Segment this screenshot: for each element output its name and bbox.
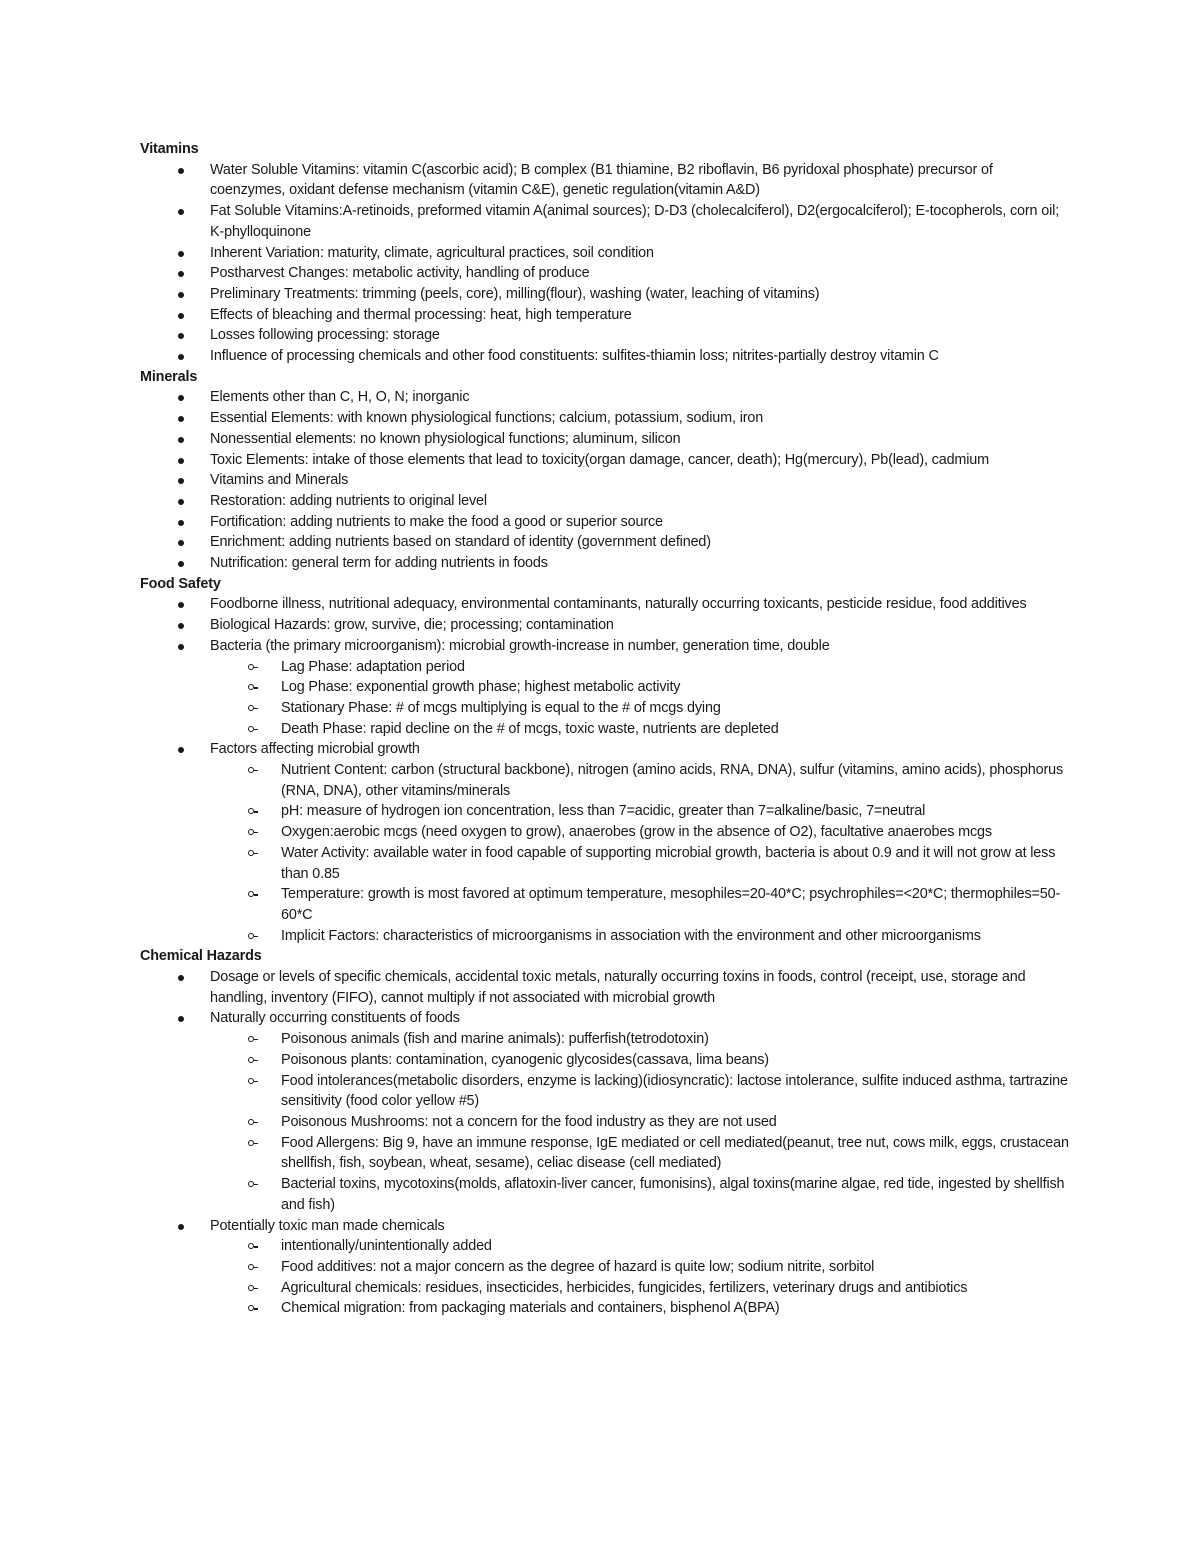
hollow-bullet-icon bbox=[248, 705, 254, 711]
sub-list-item bbox=[210, 1257, 1070, 1278]
list-item bbox=[140, 346, 1070, 367]
bullet-list bbox=[140, 594, 1070, 946]
sub-list-item bbox=[210, 1112, 1070, 1133]
filled-bullet-icon bbox=[178, 561, 184, 567]
sub-list-item bbox=[210, 1174, 1070, 1215]
sub-list-item-text: Water Activity: available water in food capable of supporting microbial growth, bacteria is about 0.9 and it will not grow at less than 0.85 bbox=[281, 844, 1056, 882]
filled-bullet-icon bbox=[178, 354, 184, 360]
sub-list-item-text: Food additives: not a major concern as the degree of hazard is quite low; sodium nitrite, sorbitol bbox=[281, 1258, 875, 1275]
list-item-text: Dosage or levels of specific chemicals, accidental toxic metals, naturally occurring toxins in foods, control (receipt, use, storage and handling, inventory (FIFO), cannot multiply if not associated with microbial growth bbox=[210, 969, 1026, 1006]
hollow-bullet-icon bbox=[248, 1078, 254, 1084]
list-item-text: Potentially toxic man made chemicals bbox=[210, 1217, 445, 1234]
filled-bullet-icon bbox=[178, 623, 184, 629]
list-item-text: Enrichment: adding nutrients based on standard of identity (government defined) bbox=[210, 534, 711, 551]
list-item-text: Vitamins and Minerals bbox=[210, 472, 349, 489]
list-item bbox=[140, 325, 1070, 346]
sub-list-item-text: Implicit Factors: characteristics of microorganisms in association with the environment and other microorganisms bbox=[281, 927, 981, 944]
list-item bbox=[140, 305, 1070, 326]
bullet-list bbox=[140, 387, 1070, 573]
sub-list-item bbox=[210, 822, 1070, 843]
hollow-bullet-icon bbox=[248, 850, 254, 856]
hollow-bullet-icon bbox=[248, 684, 254, 690]
list-item bbox=[140, 615, 1070, 636]
hollow-bullet-icon bbox=[248, 1264, 254, 1270]
filled-bullet-icon bbox=[178, 313, 184, 319]
list-item bbox=[140, 739, 1070, 946]
hollow-bullet-icon bbox=[248, 891, 254, 897]
list-item bbox=[140, 512, 1070, 533]
hollow-bullet-icon bbox=[248, 664, 254, 670]
sub-list-item bbox=[210, 719, 1070, 740]
filled-bullet-icon bbox=[178, 499, 184, 505]
list-item-text: Preliminary Treatments: trimming (peels, core), milling(flour), washing (water, leaching of vitamins) bbox=[210, 285, 820, 302]
sub-list-item bbox=[210, 677, 1070, 698]
document-body bbox=[140, 139, 1070, 1319]
hollow-bullet-icon bbox=[248, 1243, 254, 1249]
sub-list-item bbox=[210, 926, 1070, 947]
sub-bullet-list bbox=[140, 1236, 1070, 1319]
list-item-text: Nonessential elements: no known physiological functions; aluminum, silicon bbox=[210, 430, 681, 447]
hollow-bullet-icon bbox=[248, 1057, 254, 1063]
sub-bullet-list bbox=[140, 657, 1070, 740]
sub-list-item-text: Oxygen:aerobic mcgs (need oxygen to grow), anaerobes (grow in the absence of O2), facultative anaerobes mcgs bbox=[281, 824, 992, 841]
section-heading: Vitamins bbox=[140, 141, 199, 157]
list-item-text: Effects of bleaching and thermal processing: heat, high temperature bbox=[210, 306, 632, 323]
filled-bullet-icon bbox=[178, 168, 184, 174]
list-item-text: Influence of processing chemicals and other food constituents: sulfites-thiamin loss; nitrites-partially destroy vitamin C bbox=[210, 348, 939, 365]
sub-list-item-text: Food Allergens: Big 9, have an immune response, IgE mediated or cell mediated(peanut, tree nut, cows milk, eggs, crustacean shellfish, fish, soybean, wheat, sesame), celiac disease (cell mediated) bbox=[281, 1134, 1069, 1172]
sub-list-item-text: Log Phase: exponential growth phase; highest metabolic activity bbox=[281, 679, 681, 696]
list-item-text: Biological Hazards: grow, survive, die; processing; contamination bbox=[210, 617, 614, 634]
list-item-text: Water Soluble Vitamins: vitamin C(ascorbic acid); B complex (B1 thiamine, B2 riboflavin, B6 pyridoxal phosphate) precursor of coenzymes, oxidant defense mechanism (vitamin C&E), genetic regulation(vitamin A&D) bbox=[210, 161, 993, 199]
sub-list-item-text: Poisonous plants: contamination, cyanogenic glycosides(cassava, lima beans) bbox=[281, 1051, 769, 1068]
hollow-bullet-icon bbox=[248, 1181, 254, 1187]
list-item bbox=[140, 263, 1070, 284]
list-item bbox=[140, 429, 1070, 450]
filled-bullet-icon bbox=[178, 540, 184, 546]
sub-list-item-text: intentionally/unintentionally added bbox=[281, 1238, 492, 1255]
section-heading: Food Safety bbox=[140, 575, 221, 592]
sub-list-item bbox=[210, 657, 1070, 678]
list-item bbox=[140, 491, 1070, 512]
filled-bullet-icon bbox=[178, 395, 184, 401]
section-heading: Minerals bbox=[140, 368, 198, 385]
list-item-text: Inherent Variation: maturity, climate, agricultural practices, soil condition bbox=[210, 244, 654, 261]
sub-list-item-text: Poisonous Mushrooms: not a concern for the food industry as they are not used bbox=[281, 1113, 777, 1130]
filled-bullet-icon bbox=[178, 747, 184, 753]
sub-list-item bbox=[210, 1029, 1070, 1050]
list-item bbox=[140, 553, 1070, 574]
sub-bullet-list bbox=[140, 760, 1070, 946]
sub-list-item bbox=[210, 884, 1070, 925]
filled-bullet-icon bbox=[178, 602, 184, 608]
list-item-text: Essential Elements: with known physiological functions; calcium, potassium, sodium, iron bbox=[210, 410, 764, 427]
list-item-text: Losses following processing: storage bbox=[210, 327, 440, 344]
sub-list-item bbox=[210, 1298, 1070, 1319]
sub-list-item-text: Bacterial toxins, mycotoxins(molds, aflatoxin-liver cancer, fumonisins), algal toxins(marine algae, red tide, ingested by shellfish and fish) bbox=[281, 1176, 1065, 1213]
filled-bullet-icon bbox=[178, 520, 184, 526]
sub-list-item bbox=[210, 698, 1070, 719]
section-heading: Chemical Hazards bbox=[140, 948, 262, 965]
bullet-list bbox=[140, 160, 1070, 367]
sub-list-item-text: Poisonous animals (fish and marine animals): pufferfish(tetrodotoxin) bbox=[281, 1031, 709, 1048]
filled-bullet-icon bbox=[178, 333, 184, 339]
list-item bbox=[140, 450, 1070, 471]
list-item bbox=[140, 470, 1070, 491]
sub-list-item-text: Temperature: growth is most favored at optimum temperature, mesophiles=20-40*C; psychrophiles=<20*C; thermophiles=50-60*C bbox=[281, 886, 1061, 923]
bullet-list bbox=[140, 967, 1070, 1319]
hollow-bullet-icon bbox=[248, 767, 254, 773]
filled-bullet-icon bbox=[178, 1016, 184, 1022]
sub-list-item bbox=[210, 1133, 1070, 1174]
list-item bbox=[140, 160, 1070, 201]
hollow-bullet-icon bbox=[248, 1305, 254, 1311]
list-item bbox=[140, 1008, 1070, 1215]
filled-bullet-icon bbox=[178, 209, 184, 215]
list-item-text: Foodborne illness, nutritional adequacy, environmental contaminants, naturally occurring toxicants, pesticide residue, food additives bbox=[210, 596, 1027, 613]
list-item bbox=[140, 243, 1070, 264]
filled-bullet-icon bbox=[178, 644, 184, 650]
filled-bullet-icon bbox=[178, 437, 184, 443]
list-item-text: Naturally occurring constituents of foods bbox=[210, 1010, 460, 1027]
hollow-bullet-icon bbox=[248, 808, 254, 814]
filled-bullet-icon bbox=[178, 478, 184, 484]
list-item-text: Toxic Elements: intake of those elements that lead to toxicity(organ damage, cancer, death); Hg(mercury), Pb(lead), cadmium bbox=[210, 451, 989, 468]
list-item bbox=[140, 387, 1070, 408]
sub-list-item bbox=[210, 843, 1070, 884]
list-item-text: Elements other than C, H, O, N; inorganic bbox=[210, 389, 470, 406]
list-item bbox=[140, 594, 1070, 615]
sub-bullet-list bbox=[140, 1029, 1070, 1215]
filled-bullet-icon bbox=[178, 416, 184, 422]
filled-bullet-icon bbox=[178, 292, 184, 298]
list-item-text: Fat Soluble Vitamins:A-retinoids, preformed vitamin A(animal sources); D-D3 (cholecalciferol), D2(ergocalciferol); E-tocopherols, corn oil; K-phylloquinone bbox=[210, 203, 1060, 240]
sub-list-item bbox=[210, 801, 1070, 822]
list-item bbox=[140, 636, 1070, 740]
sub-list-item-text: Nutrient Content: carbon (structural backbone), nitrogen (amino acids, RNA, DNA), sulfur (vitamins, amino acids), phosphorus (RNA, DNA), other vitamins/minerals bbox=[281, 762, 1064, 799]
sub-list-item-text: Death Phase: rapid decline on the # of mcgs, toxic waste, nutrients are depleted bbox=[281, 720, 779, 737]
list-item-text: Bacteria (the primary microorganism): microbial growth-increase in number, generation time, double bbox=[210, 637, 830, 654]
sub-list-item-text: Lag Phase: adaptation period bbox=[281, 658, 465, 675]
list-item bbox=[140, 408, 1070, 429]
filled-bullet-icon bbox=[178, 251, 184, 257]
filled-bullet-icon bbox=[178, 458, 184, 464]
sub-list-item bbox=[210, 1050, 1070, 1071]
hollow-bullet-icon bbox=[248, 829, 254, 835]
sub-list-item bbox=[210, 1071, 1070, 1112]
list-item bbox=[140, 1216, 1070, 1320]
hollow-bullet-icon bbox=[248, 1285, 254, 1291]
sub-list-item-text: Chemical migration: from packaging materials and containers, bisphenol A(BPA) bbox=[281, 1300, 780, 1317]
list-item-text: Postharvest Changes: metabolic activity, handling of produce bbox=[210, 265, 590, 282]
sub-list-item bbox=[210, 1236, 1070, 1257]
sub-list-item bbox=[210, 1278, 1070, 1299]
filled-bullet-icon bbox=[178, 1224, 184, 1230]
list-item bbox=[140, 201, 1070, 242]
list-item bbox=[140, 532, 1070, 553]
sub-list-item bbox=[210, 760, 1070, 801]
list-item bbox=[140, 284, 1070, 305]
sub-list-item-text: Food intolerances(metabolic disorders, enzyme is lacking)(idiosyncratic): lactose intolerance, sulfite induced asthma, tartrazine sensitivity (food color yellow #5) bbox=[281, 1072, 1068, 1110]
hollow-bullet-icon bbox=[248, 1036, 254, 1042]
list-item bbox=[140, 967, 1070, 1008]
hollow-bullet-icon bbox=[248, 933, 254, 939]
hollow-bullet-icon bbox=[248, 1119, 254, 1125]
hollow-bullet-icon bbox=[248, 1140, 254, 1146]
filled-bullet-icon bbox=[178, 975, 184, 981]
sub-list-item-text: Stationary Phase: # of mcgs multiplying is equal to the # of mcgs dying bbox=[281, 699, 721, 716]
list-item-text: Factors affecting microbial growth bbox=[210, 741, 420, 758]
list-item-text: Nutrification: general term for adding nutrients in foods bbox=[210, 555, 548, 572]
hollow-bullet-icon bbox=[248, 726, 254, 732]
list-item-text: Fortification: adding nutrients to make the food a good or superior source bbox=[210, 513, 663, 530]
sub-list-item-text: pH: measure of hydrogen ion concentration, less than 7=acidic, greater than 7=alkaline/basic, 7=neutral bbox=[281, 803, 926, 820]
sub-list-item-text: Agricultural chemicals: residues, insecticides, herbicides, fungicides, fertilizers, veterinary drugs and antibiotics bbox=[281, 1279, 968, 1296]
filled-bullet-icon bbox=[178, 271, 184, 277]
list-item-text: Restoration: adding nutrients to original level bbox=[210, 492, 487, 509]
